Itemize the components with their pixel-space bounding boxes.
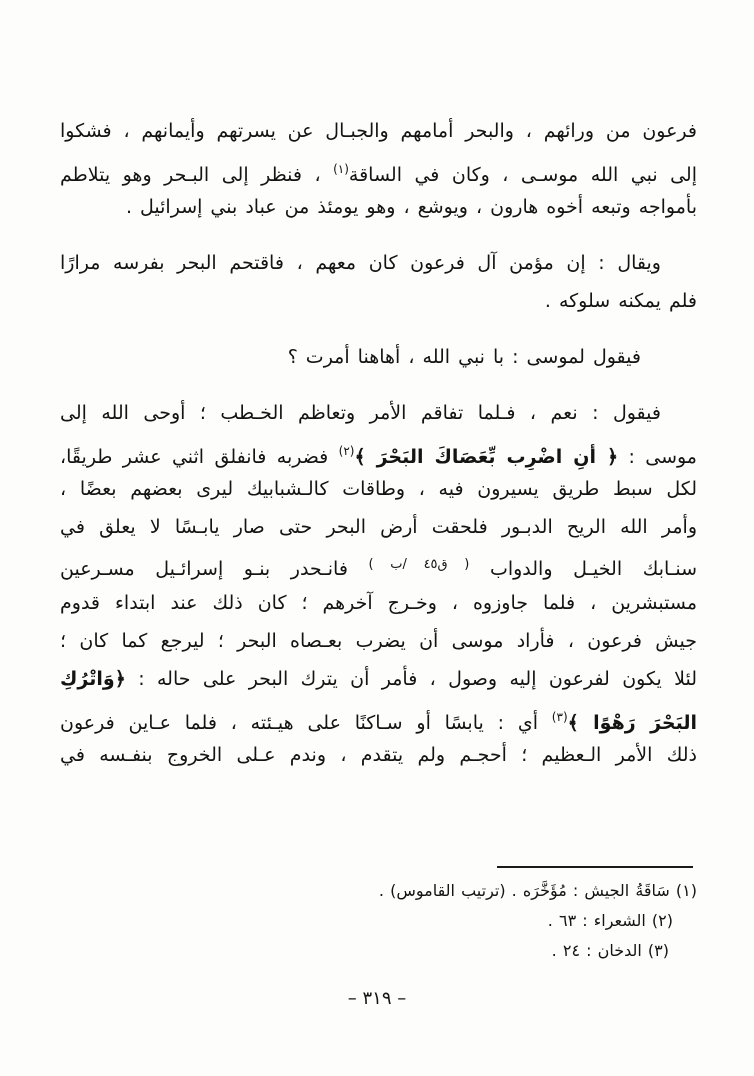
text-line: [60, 282, 697, 320]
text-line: [60, 546, 697, 584]
text-segment: فرعون من ورائهم ، والبحر أمامهم والجبـال عن يسرتهم وأيمانهم ، فشكوا: [60, 120, 697, 142]
paragraph: [60, 394, 697, 774]
paragraph: [60, 338, 697, 376]
quran-verse: ﴿ أنِ اضْرِب بِّعَصَاكَ البَحْرَ ﴾: [354, 446, 619, 468]
footnote: (٣) الدخان : ٢٤ .: [551, 941, 669, 960]
footnote-separator: [497, 866, 693, 868]
paragraph: [60, 112, 697, 226]
text-segment: لئلا يكون لفرعون إليه وصول ، فأمر أن يترك البحر على حاله :: [125, 668, 697, 690]
text-segment: ويقال : إن مؤمن آل فرعون كان معهم ، فاقتحم البحر بفرسه مرارًا: [60, 252, 661, 274]
body-text: [60, 112, 697, 792]
text-segment: جيش فرعون ، فأراد موسى أن يضرب بعـصاه البحر ؛ ليرجع كما كان ؛: [60, 630, 697, 652]
text-line: [60, 736, 697, 774]
footnote: (٢) الشعراء : ٦٣ .: [547, 911, 673, 930]
text-line: [60, 150, 697, 188]
footnote-list: [60, 876, 697, 966]
text-segment: لكل سبط طريق يسيرون فيه ، وطاقات كالـشبابيك ليرى بعضهم بعضًا ،: [60, 478, 697, 500]
text-segment: فيقول لموسى : با نبي الله ، أهاهنا أمرت ؟: [287, 346, 641, 368]
footnote-block: [60, 866, 697, 966]
text-line: [60, 698, 697, 736]
text-line: [60, 660, 697, 698]
paragraph: [60, 244, 697, 320]
text-segment: ، فنظر إلى البـحر وهو يتلاطم: [60, 164, 334, 186]
text-segment: وأمر الله الريح الدبـور فلحقت أرض البحر حتى صار يابـسًا لا يعلق في: [60, 516, 697, 538]
text-segment: فيقول : نعم ، فـلما تفاقم الأمر وتعاظم الخـطب ؛ أوحى الله إلى: [60, 402, 661, 424]
text-segment: مستبشرين ، فلما جاوزوه ، وخـرج آخرهم ؛ كان ذلك عند ابتداء قدوم: [60, 592, 697, 614]
text-line: [60, 584, 697, 622]
text-line: [60, 470, 697, 508]
quran-verse: ﴿وَاتْرُكِ: [60, 668, 126, 690]
footnote-ref: (١): [333, 162, 349, 176]
text-segment: فضربه فانفلق اثني عشر طريقًا،: [60, 446, 339, 468]
text-segment: سنـابك الخيـل والدواب: [469, 558, 697, 580]
text-segment: فلم يمكنه سلوكه .: [544, 290, 697, 312]
text-line: [60, 394, 697, 432]
text-segment: أي : يابسًا أو سـاكنًا على هيـئته ، فلما عـاين فرعون: [60, 712, 552, 734]
footnote-ref: (٣): [551, 710, 568, 724]
text-line: [60, 112, 697, 150]
text-segment: ذلك الأمر الـعظيم ؛ أحجـم ولم يتقدم ، وندم عـلى الخروج بنفـسه في: [60, 744, 697, 766]
text-segment: موسى :: [618, 446, 697, 468]
text-line: [60, 338, 697, 376]
quran-verse: البَحْرَ رَهْوًا ﴾: [567, 712, 697, 734]
text-line: [60, 622, 697, 660]
text-line: [60, 508, 697, 546]
text-segment: فانـحدر بنـو إسرائـيل مسـرعين: [60, 558, 369, 580]
text-line: [60, 188, 697, 226]
text-line: [60, 244, 697, 282]
text-segment: بأمواجه وتبعه أخوه هارون ، ويوشع ، وهو يومئذ من عباد بني إسرائيل .: [125, 196, 697, 218]
folio-marker: ( ق٤٥ /ب ): [368, 557, 470, 572]
text-segment: إلى نبي الله موسـى ، وكان في الساقة: [348, 164, 697, 186]
footnote-ref: (٢): [338, 444, 355, 458]
footnote: (١) سَاقَةُ الجيش : مُؤَخَّرَه . (ترتيب القاموس) .: [378, 881, 697, 900]
text-line: [60, 432, 697, 470]
page-number: – ٣١٩ –: [347, 988, 407, 1009]
